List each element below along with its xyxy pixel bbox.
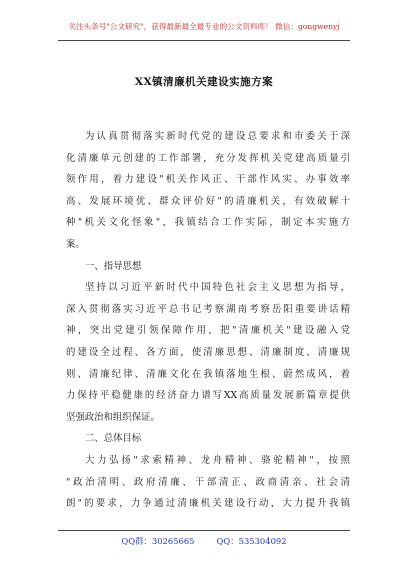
paragraph-line: 高、发展环境优、群众评价好"的清廉机关，有效破解十 <box>66 195 350 207</box>
qq-group-number: QQ群：30265665 <box>121 536 195 546</box>
paragraph-line: 案。 <box>66 238 85 250</box>
footer-contact <box>0 535 408 547</box>
paragraph-line: 大力弘扬"求索精神、龙舟精神、骆驼精神"，按照 <box>85 454 350 466</box>
paragraph-line: 为认真贯彻落实新时代党的建设总要求和市委关于深 <box>85 131 350 142</box>
section-heading: 一、指导思想 <box>85 260 142 272</box>
paragraph-line: 朗"的要求，力争通过清廉机关建设行动，大力提升我镇 <box>66 498 350 510</box>
qq-number: QQ：535304092 <box>216 536 287 546</box>
paragraph-line: 种"机关文化怪象"，我镇结合工作实际，制定本实施方 <box>66 217 350 229</box>
paragraph-line: 坚强政治和组织保证。 <box>66 411 160 423</box>
paragraph-line: 坚持以习近平新时代中国特色社会主义思想为指导， <box>85 282 350 294</box>
footer-divider <box>58 530 350 531</box>
header-divider <box>58 40 350 41</box>
paragraph-line: 神，突出党建引领保障作用，把"清廉机关"建设融入党 <box>66 325 350 337</box>
paragraph-line: 化清廉单元创建的工作部署，充分发挥机关党建高质量引 <box>66 152 350 164</box>
paragraph-line: 深入贯彻落实习近平总书记考察湖南考察岳阳重要讲话精 <box>66 303 350 315</box>
document-body <box>66 126 350 515</box>
paragraph-line: 的建设全过程、各方面，使清廉思想、清廉制度、清廉规 <box>66 346 350 358</box>
document-title: XX镇清廉机关建设实施方案 <box>134 76 274 88</box>
paragraph-line: 则、清廉纪律、清廉文化在我镇落地生根、蔚然成风，着 <box>66 368 350 380</box>
promo-banner: 关注头条号"公文研究"，获得最新最全最专业的公文资料库！ 微信：gongwenyj <box>68 22 340 31</box>
paragraph-line: 力保持平稳健康的经济奋力谱写XX高质量发展新篇章提供 <box>66 390 350 402</box>
paragraph-line: 领作用，着力建设"机关作风正、干部作风实、办事效率 <box>66 174 350 186</box>
paragraph-line: "政治清明、政府清廉、干部清正、政商清亲、社会清 <box>66 476 350 488</box>
section-heading: 二、总体目标 <box>85 433 142 445</box>
